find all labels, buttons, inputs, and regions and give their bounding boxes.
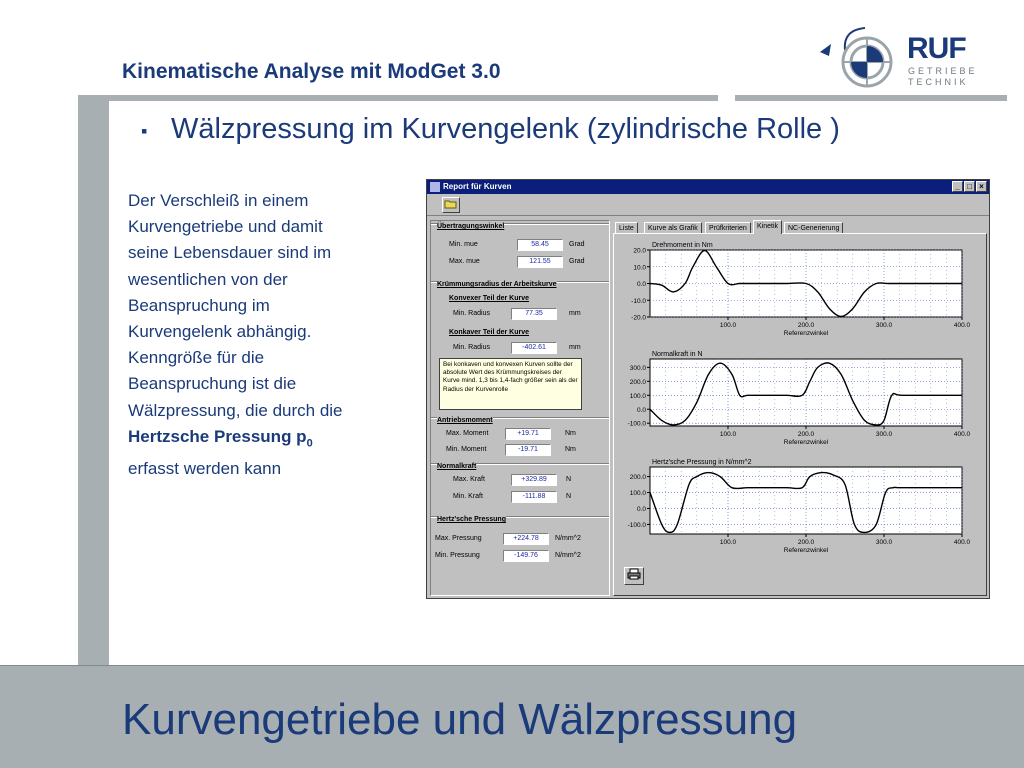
body-line: wesentlichen von der xyxy=(128,269,288,289)
konvex-radius-field[interactable]: 77.35 xyxy=(511,308,557,320)
field-label: Min. Kraft xyxy=(453,493,483,500)
tab-nc-generierung[interactable]: NC-Generierung xyxy=(784,222,843,234)
x-tick-label: 300.0 xyxy=(875,322,893,329)
min-pressung-field[interactable]: -149.76 xyxy=(503,550,549,562)
left-vertical-bar xyxy=(78,95,109,670)
body-bold-line xyxy=(128,424,428,457)
unit-label: N/mm^2 xyxy=(555,535,581,542)
x-tick-label: 100.0 xyxy=(719,322,737,329)
window-title: Report für Kurven xyxy=(443,182,512,191)
unit-label: N/mm^2 xyxy=(555,552,581,559)
group-uebertragungswinkel xyxy=(431,223,609,277)
field-label: Min. mue xyxy=(449,241,478,248)
body-line: Wälzpressung, die durch die xyxy=(128,400,343,420)
unit-label: N xyxy=(566,476,572,483)
x-tick-label: 100.0 xyxy=(719,431,737,438)
tab-panel-kinetik xyxy=(613,233,987,596)
min-moment-field[interactable]: -19.71 xyxy=(505,444,551,456)
chart-svg xyxy=(614,453,986,560)
unit-label: mm xyxy=(569,310,581,317)
y-tick-label: 200.0 xyxy=(629,378,646,386)
top-divider-left xyxy=(78,95,718,101)
chart-svg xyxy=(614,236,986,343)
field-label: Min. Radius xyxy=(453,344,490,351)
bullet-text: Wälzpressung im Kurvengelenk (zylindrische Rolle ) xyxy=(171,113,840,145)
logo-brand: RUF xyxy=(907,32,966,65)
unit-label: mm xyxy=(569,344,581,351)
group-hertzsche-pressung xyxy=(431,516,609,566)
maximize-button[interactable]: □ xyxy=(964,181,975,192)
body-line: Kurvengetriebe und damit xyxy=(128,217,323,237)
group-title: Antriebsmoment xyxy=(437,417,493,424)
field-label: Max. Kraft xyxy=(453,476,485,483)
x-tick-label: 400.0 xyxy=(953,322,971,329)
body-line: Kurvengelenk abhängig. xyxy=(128,322,312,342)
body-line: erfasst werden kann xyxy=(128,459,282,479)
main-bullet xyxy=(141,112,861,146)
y-tick-label: 0.0 xyxy=(636,406,646,414)
chart-title: Hertz'sche Pressung in N/mm^2 xyxy=(652,459,752,466)
body-line: Kenngröße für die xyxy=(128,348,265,368)
field-label: Max. Pressung xyxy=(435,535,482,542)
min-mue-field[interactable]: 58.45 xyxy=(517,239,563,251)
footer-title: Kurvengetriebe und Wälzpressung xyxy=(122,695,798,744)
x-tick-label: 200.0 xyxy=(797,322,815,329)
minimize-button[interactable]: _ xyxy=(952,181,963,192)
unit-label: Nm xyxy=(565,446,576,453)
x-axis-label: Referenzwinkel xyxy=(783,439,829,446)
chart-svg xyxy=(614,345,986,452)
field-label: Min. Moment xyxy=(446,446,487,453)
ruf-logo xyxy=(815,22,995,92)
window-titlebar[interactable] xyxy=(427,180,989,194)
x-tick-label: 200.0 xyxy=(797,539,815,546)
bullet-marker: ▪ xyxy=(141,121,148,141)
y-tick-label: 0.0 xyxy=(636,505,646,513)
toolbar xyxy=(427,194,989,216)
body-text xyxy=(128,188,428,483)
y-tick-label: -20.0 xyxy=(631,314,646,322)
chart-title: Drehmoment in Nm xyxy=(652,242,713,249)
x-tick-label: 300.0 xyxy=(875,539,893,546)
top-divider-right xyxy=(735,95,1007,101)
group-title: Krümmungsradius der Arbeitskurve xyxy=(437,281,557,288)
subgroup-title: Konvexer Teil der Kurve xyxy=(449,295,530,302)
tab-kinetik[interactable]: Kinetik xyxy=(753,220,782,234)
y-tick-label: 10.0 xyxy=(633,264,646,272)
y-tick-label: 300.0 xyxy=(629,364,646,372)
body-line: Beanspruchung ist die xyxy=(128,374,297,394)
logo-line1: GETRIEBE xyxy=(908,66,978,76)
unit-label: Grad xyxy=(569,258,585,265)
group-title: Übertragungswinkel xyxy=(437,223,505,230)
x-tick-label: 400.0 xyxy=(953,539,971,546)
min-kraft-field[interactable]: -111.88 xyxy=(511,491,557,503)
body-bold-sub: 0 xyxy=(306,437,313,450)
x-tick-label: 400.0 xyxy=(953,431,971,438)
konkav-radius-field[interactable]: -402.61 xyxy=(511,342,557,354)
x-axis-label: Referenzwinkel xyxy=(783,547,829,554)
y-tick-label: 0.0 xyxy=(636,281,646,288)
body-line: seine Lebensdauer sind im xyxy=(128,243,332,263)
unit-label: N xyxy=(566,493,572,500)
body-line: Der Verschleiß in einem xyxy=(128,191,309,210)
x-axis-label: Referenzwinkel xyxy=(783,330,829,337)
folder-open-icon[interactable] xyxy=(442,197,460,213)
y-tick-label: 20.0 xyxy=(633,247,646,255)
report-window xyxy=(426,179,990,599)
x-tick-label: 300.0 xyxy=(875,431,893,438)
field-label: Max. mue xyxy=(449,258,480,265)
field-label: Min. Pressung xyxy=(435,552,480,559)
results-panel xyxy=(430,220,610,596)
unit-label: Grad xyxy=(569,241,585,248)
group-normalkraft xyxy=(431,463,609,511)
y-tick-label: 200.0 xyxy=(629,474,646,482)
field-label: Min. Radius xyxy=(453,310,490,317)
tab-kurve-als-grafik[interactable]: Kurve als Grafik xyxy=(644,222,702,234)
hint-note: Bei konkaven und konvexen Kurven sollte der absolute Wert des Krümmungskreises der Kurve mind. 1,3 bis 1,4-fach größer sein als der Radius der Kurvenrolle xyxy=(439,358,582,410)
subgroup-title: Konkaver Teil der Kurve xyxy=(449,329,530,336)
body-bold: Hertzsche Pressung p xyxy=(128,426,307,446)
field-label: Max. Moment xyxy=(446,430,489,437)
page-title: Kinematische Analyse mit ModGet 3.0 xyxy=(122,60,501,83)
y-tick-label: 100.0 xyxy=(629,490,646,498)
unit-label: Nm xyxy=(565,430,576,437)
max-moment-field[interactable]: +19.71 xyxy=(505,428,551,440)
chart-drehmoment xyxy=(614,236,986,343)
x-tick-label: 200.0 xyxy=(797,431,815,438)
group-antriebsmoment xyxy=(431,417,609,459)
logo-line2: TECHNIK xyxy=(908,77,969,87)
chart-title: Normalkraft in N xyxy=(652,351,703,358)
max-mue-field[interactable]: 121.55 xyxy=(517,256,563,268)
app-icon xyxy=(430,182,440,192)
tab-liste[interactable]: Liste xyxy=(615,222,638,234)
printer-icon[interactable] xyxy=(624,567,644,585)
max-pressung-field[interactable]: +224.78 xyxy=(503,533,549,545)
tab-pruefkriterien[interactable]: Prüfkriterien xyxy=(705,222,751,234)
x-tick-label: 100.0 xyxy=(719,539,737,546)
y-tick-label: 100.0 xyxy=(629,392,646,400)
y-tick-label: -10.0 xyxy=(631,297,646,305)
max-kraft-field[interactable]: +329.89 xyxy=(511,474,557,486)
chart-hertzsche-pressung xyxy=(614,453,986,560)
chart-normalkraft xyxy=(614,345,986,452)
group-title: Normalkraft xyxy=(437,463,477,470)
group-title: Hertz'sche Pressung xyxy=(437,516,506,523)
close-button[interactable]: × xyxy=(976,181,987,192)
chart-panel xyxy=(613,220,987,596)
y-tick-label: -100.0 xyxy=(627,420,646,428)
tab-bar xyxy=(613,220,987,234)
body-line: Beanspruchung im xyxy=(128,295,270,315)
y-tick-label: -100.0 xyxy=(627,521,646,529)
